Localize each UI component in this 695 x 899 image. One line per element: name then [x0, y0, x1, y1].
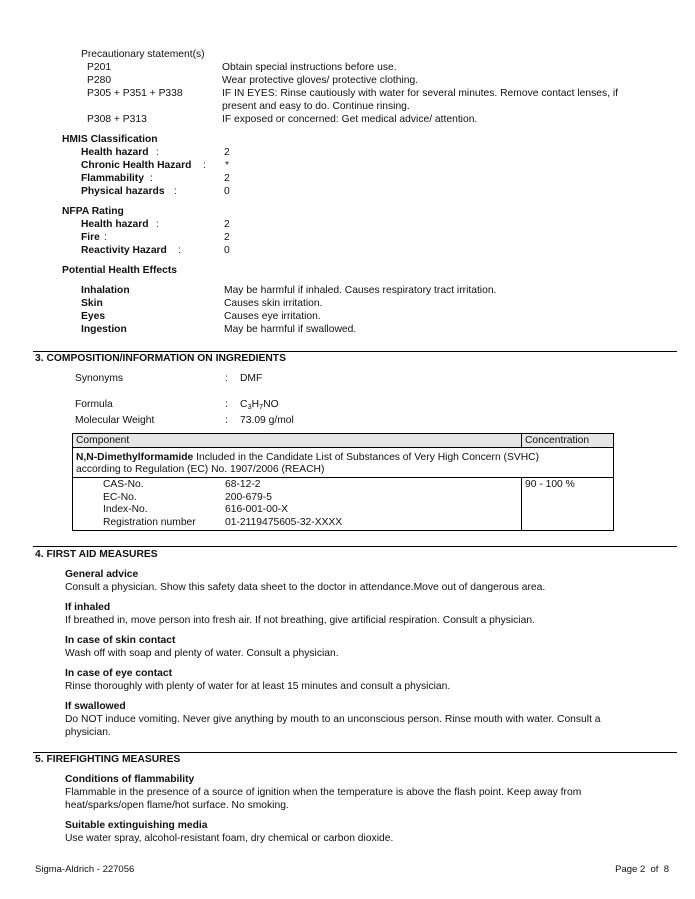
footer-left: Sigma-Aldrich - 227056	[35, 864, 135, 875]
precaution-text: IF IN EYES: Rinse cautiously with water for several minutes. Remove contact lenses, if	[222, 88, 619, 99]
substance-cell	[73, 448, 614, 478]
precaution-text: Obtain special instructions before use.	[222, 62, 397, 73]
id-row	[103, 492, 518, 505]
id-value: 68-12-2	[225, 479, 261, 490]
colon: :	[225, 373, 228, 384]
colon: :	[225, 399, 228, 410]
precaution-code: P308 + P313	[87, 114, 147, 125]
colon: :	[225, 415, 228, 426]
health-effect-value: Causes eye irritation.	[224, 311, 321, 322]
nfpa-label: Fire	[81, 232, 100, 243]
concentration-header: Concentration	[522, 434, 614, 448]
table-header-row	[73, 434, 614, 448]
health-effect-value: May be harmful if inhaled. Causes respiratory tract irritation.	[224, 285, 497, 296]
health-effect-value: May be harmful if swallowed.	[224, 324, 357, 335]
first-aid-text: Wash off with soap and plenty of water. Consult a physician.	[65, 648, 339, 659]
id-value: 01-2119475605-32-XXXX	[225, 516, 343, 528]
hmis-heading: HMIS Classification	[62, 134, 158, 145]
precaution-text-cont: present and easy to do. Continue rinsing.	[222, 101, 410, 112]
nfpa-colon: :	[156, 219, 159, 230]
id-label: Index-No.	[103, 504, 148, 515]
molecular-weight-label: Molecular Weight	[75, 415, 155, 426]
nfpa-label: Reactivity Hazard	[81, 245, 167, 256]
nfpa-value: 2	[224, 219, 230, 230]
hmis-value: 0	[224, 186, 230, 197]
synonyms-value: DMF	[240, 373, 263, 384]
health-effect-value: Causes skin irritation.	[224, 298, 323, 309]
health-effect-label: Eyes	[81, 311, 106, 322]
first-aid-heading: If swallowed	[65, 701, 126, 712]
health-effect-label: Skin	[81, 298, 103, 309]
first-aid-heading: In case of eye contact	[65, 668, 173, 679]
hmis-label: Chronic Health Hazard	[81, 160, 192, 171]
id-row	[103, 504, 518, 517]
section-divider	[33, 752, 677, 753]
table-row	[73, 478, 614, 531]
hmis-colon: :	[150, 173, 153, 184]
firefighting-text: Use water spray, alcohol-resistant foam, dry chemical or carbon dioxide.	[65, 833, 394, 844]
hmis-colon: :	[203, 160, 206, 171]
section-4-title: 4. FIRST AID MEASURES	[35, 549, 158, 560]
nfpa-value: 2	[224, 232, 230, 243]
substance-note-cont: according to Regulation (EC) No. 1907/2006 (REACH)	[76, 464, 325, 475]
substance-note: Included in the Candidate List of Substances of Very High Concern (SVHC)	[193, 452, 540, 463]
health-effect-label: Ingestion	[81, 324, 127, 335]
hmis-value: 2	[224, 147, 230, 158]
firefighting-text: Flammable in the presence of a source of ignition when the temperature is above the flash point. Keep away from	[65, 787, 582, 798]
formula-label: Formula	[75, 399, 113, 410]
footer-page-number: Page 2 of 8	[615, 864, 669, 875]
id-row	[103, 479, 518, 492]
first-aid-text: Do NOT induce vomiting. Never give anything by mouth to an unconscious person. Rinse mouth with water. Consult a	[65, 714, 601, 725]
firefighting-heading: Conditions of flammability	[65, 774, 195, 785]
precaution-text: Wear protective gloves/ protective clothing.	[222, 75, 419, 86]
section-divider	[33, 351, 677, 352]
section-divider	[33, 546, 677, 547]
first-aid-text: If breathed in, move person into fresh air. If not breathing, give artificial respiration. Consult a physician.	[65, 615, 535, 626]
hmis-value: *	[225, 160, 230, 171]
nfpa-heading: NFPA Rating	[62, 206, 124, 217]
first-aid-heading: In case of skin contact	[65, 635, 176, 646]
precaution-code: P305 + P351 + P338	[87, 88, 183, 99]
composition-table	[72, 433, 614, 531]
nfpa-colon: :	[178, 245, 181, 256]
first-aid-text: Rinse thoroughly with plenty of water for at least 15 minutes and consult a physician.	[65, 681, 451, 692]
id-value: 616-001-00-X	[225, 504, 288, 515]
ids-cell	[73, 478, 522, 531]
first-aid-heading: General advice	[65, 569, 139, 580]
id-label: CAS-No.	[103, 479, 144, 490]
precaution-text: IF exposed or concerned: Get medical advice/ attention.	[222, 114, 478, 125]
hmis-label: Health hazard	[81, 147, 149, 158]
firefighting-text-cont: heat/sparks/open flame/hot surface. No smoking.	[65, 800, 289, 811]
id-value: 200-679-5	[225, 491, 272, 503]
nfpa-colon: :	[104, 232, 107, 243]
concentration-value: 90 - 100 %	[522, 478, 614, 531]
section-5-title: 5. FIREFIGHTING MEASURES	[35, 754, 181, 765]
firefighting-heading: Suitable extinguishing media	[65, 820, 208, 831]
nfpa-label: Health hazard	[81, 219, 149, 230]
substance-name: N,N-Dimethylformamide	[76, 452, 194, 463]
id-row	[103, 517, 518, 530]
first-aid-text-cont: physician.	[65, 727, 111, 738]
component-header: Component	[73, 434, 522, 448]
table-row	[73, 448, 614, 478]
formula-value: $C_3H_7NO$	[240, 399, 279, 411]
precaution-code: P201	[87, 62, 112, 73]
hmis-value: 2	[224, 173, 230, 184]
first-aid-text: Consult a physician. Show this safety data sheet to the doctor in attendance.Move out of dangerous area.	[65, 582, 546, 593]
hmis-colon: :	[174, 186, 177, 197]
hmis-label: Flammability	[81, 173, 144, 184]
section-3-title: 3. COMPOSITION/INFORMATION ON INGREDIENTS	[35, 353, 286, 364]
id-label: EC-No.	[103, 491, 137, 503]
health-effect-label: Inhalation	[81, 285, 130, 296]
hmis-colon: :	[156, 147, 159, 158]
id-label: Registration number	[103, 516, 196, 528]
precaution-code: P280	[87, 75, 112, 86]
molecular-weight-value: 73.09 g/mol	[240, 415, 294, 426]
first-aid-heading: If inhaled	[65, 602, 111, 613]
nfpa-value: 0	[224, 245, 230, 256]
precautionary-heading: Precautionary statement(s)	[81, 49, 205, 60]
hmis-label: Physical hazards	[81, 186, 165, 197]
health-effects-heading: Potential Health Effects	[62, 265, 178, 276]
synonyms-label: Synonyms	[75, 373, 124, 384]
